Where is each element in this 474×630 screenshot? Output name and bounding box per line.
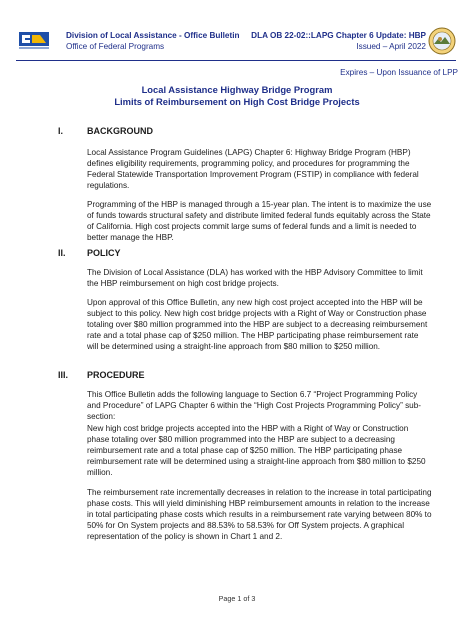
section-number: III.: [58, 370, 69, 380]
background-paragraph-2: Programming of the HBP is managed through a 15-year plan. The intent is to maximize the use of funds towards structural safety and distribute limited federal funds equitably across the State of California. High cost projects commit large sums of federal funds and a limit is needed to better manage the HBP.: [87, 200, 432, 242]
bulletin-reference: DLA OB 22-02::LAPG Chapter 6 Update: HBP: [251, 31, 426, 40]
document-subtitle: Limits of Reimbursement on High Cost Bridge Projects: [114, 96, 360, 107]
org-title: Division of Local Assistance - Office Bulletin: [66, 31, 240, 40]
section-heading-background: BACKGROUND: [87, 126, 153, 136]
caltrans-logo: [16, 29, 52, 55]
policy-paragraph-1: The Division of Local Assistance (DLA) has worked with the HBP Advisory Committee to limit the HBP reimbursement on high cost bridge projects.: [87, 268, 423, 288]
header-divider: [16, 60, 456, 61]
procedure-paragraph-3: The reimbursement rate incrementally decreases in relation to the increase in total participating phase costs. This will yield diminishing HBP reimbursement amounts in relation to the increase in total participating phase costs which results in a reimbursement rate varying between 80% to 50% for On System projects and 88.53% to 58.53% for Off System projects. A graphical representation of the policy is shown in Chart 1 and 2.: [87, 488, 432, 541]
header-right: [251, 30, 426, 52]
section-number: II.: [58, 248, 66, 258]
document-title: Local Assistance Highway Bridge Program: [141, 84, 333, 95]
issued-date: Issued – April 2022: [356, 42, 426, 51]
section-heading-procedure: PROCEDURE: [87, 370, 145, 380]
header-left: [66, 30, 240, 52]
page-number: Page 1 of 3: [218, 594, 256, 603]
org-subtitle: Office of Federal Programs: [66, 42, 165, 51]
section-number: I.: [58, 126, 64, 136]
state-seal-icon: [428, 27, 456, 55]
section-heading-policy: POLICY: [87, 248, 121, 258]
procedure-paragraph-2: New high cost bridge projects accepted into the HBP with a Right of Way or Construction phase totaling over $80 million programmed into the HBP are subject to a decreasing reimbursement rate and a total phase cap of $250 million. The HBP participating phase reimbursement rate will be determined using a straight-line approach from $80 million to $250 million.: [87, 424, 426, 477]
expiration-note: Expires – Upon Issuance of LPP: [340, 68, 458, 77]
policy-paragraph-2: Upon approval of this Office Bulletin, any new high cost project accepted into the HBP will be subject to this policy. New high cost bridge projects with a Right of Way or Construction phase totaling over $80 million programmed into the HBP are subject to a decreasing reimbursement rate and a total phase cap of $250 million. The HBP participating phase reimbursement rate will be determined using a straight-line approach from $80 million to $250 million.: [87, 298, 428, 351]
procedure-paragraph-1: This Office Bulletin adds the following language to Section 6.7 “Project Programming Policy and Procedure” of LAPG Chapter 6 within the “High Cost Projects Programming Policy” sub-section:: [87, 390, 422, 421]
background-paragraph-1: Local Assistance Program Guidelines (LAPG) Chapter 6: Highway Bridge Program (HBP) defines eligibility requirements, programming policy, and procedures for programming the Federal Statewide Transportation Improvement Program (FSTIP) in compliance with federal regulations.: [87, 148, 419, 190]
